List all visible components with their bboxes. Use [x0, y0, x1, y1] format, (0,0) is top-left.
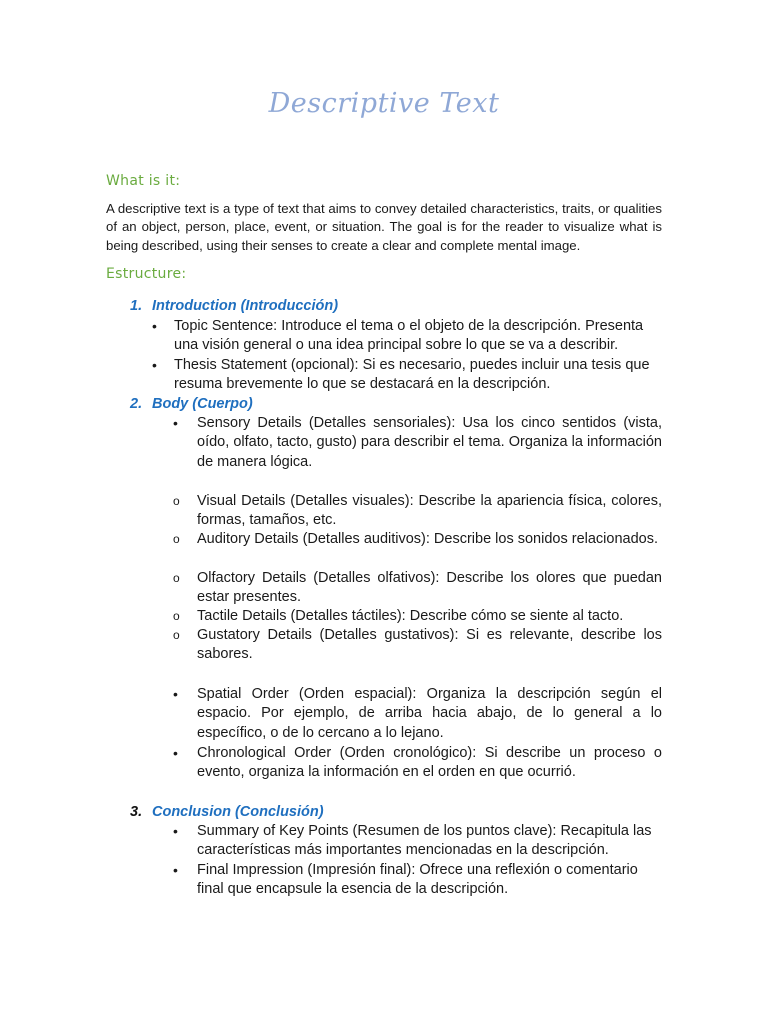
list-item-text: Spatial Order (Orden espacial): Organiza la descripción según el espacio. Por ejemplo, de arriba hacia abajo, de lo general a lo específico, o de lo cercano a lo lejano.: [197, 686, 662, 741]
list-item-text: Thesis Statement (opcional): Si es necesario, puedes incluir una tesis que resuma brevemente lo que se destacará en la descripción.: [174, 357, 650, 393]
section-number: 3.: [130, 804, 143, 820]
list-item-text: Topic Sentence: Introduce el tema o el objeto de la descripción. Presenta una visión general o una idea principal sobre lo que se va a describir.: [174, 318, 644, 354]
bullet-icon: •: [173, 415, 178, 431]
list-item-text: Sensory Details (Detalles sensoriales): Usa los cinco sentidos (vista, oído, olfato, tacto, gusto) para describir el tema. Organiza la información de manera lógica.: [197, 415, 662, 470]
bullet-icon: •: [173, 862, 178, 878]
bullet-icon: •: [173, 686, 178, 702]
circle-bullet-icon: o: [173, 532, 180, 546]
section-introduction: [130, 297, 670, 315]
bullet-icon: •: [152, 357, 157, 373]
sub-list-item-text: Olfactory Details (Detalles olfativos): Describe los olores que puedan estar presentes.: [197, 570, 662, 606]
list-item: [173, 822, 662, 861]
section-number: 1.: [130, 298, 143, 314]
section-body: [130, 395, 670, 413]
sub-list-item: [173, 607, 662, 626]
circle-bullet-icon: o: [173, 494, 180, 508]
list-item: [173, 414, 662, 472]
list-item: [173, 744, 662, 783]
section-title: Body (Cuerpo): [152, 396, 253, 412]
sub-list-item-text: Tactile Details (Detalles táctiles): Describe cómo se siente al tacto.: [197, 608, 624, 624]
bullet-icon: •: [173, 745, 178, 761]
list-item-text: Final Impression (Impresión final): Ofrece una reflexión o comentario final que encapsule la esencia de la descripción.: [197, 862, 638, 898]
section-number: 2.: [130, 396, 143, 412]
list-item: [152, 317, 662, 356]
section-title: Conclusion (Conclusión): [152, 804, 324, 820]
bullet-icon: •: [152, 318, 157, 334]
bullet-icon: •: [173, 823, 178, 839]
sub-list-item-text: Gustatory Details (Detalles gustativos): Si es relevante, describe los sabores.: [197, 627, 662, 663]
circle-bullet-icon: o: [173, 628, 180, 642]
sub-list-item: [173, 530, 662, 549]
list-item: [173, 685, 662, 743]
circle-bullet-icon: o: [173, 609, 180, 623]
sub-list-item: [173, 492, 662, 531]
list-item-text: Summary of Key Points (Resumen de los puntos clave): Recapitula las características más importantes mencionadas en la descripción.: [197, 823, 652, 859]
sub-list-item: [173, 569, 662, 608]
list-item: [173, 861, 662, 900]
circle-bullet-icon: o: [173, 571, 180, 585]
heading-what-is-it: What is it:: [106, 173, 181, 189]
heading-structure: Estructure:: [106, 266, 187, 282]
list-item: [152, 356, 662, 395]
section-conclusion: [130, 803, 670, 821]
sub-list-item-text: Auditory Details (Detalles auditivos): Describe los sonidos relacionados.: [197, 531, 658, 547]
section-title: Introduction (Introducción): [152, 298, 339, 314]
intro-paragraph: A descriptive text is a type of text that aims to convey detailed characteristics, traits, or qualities of an object, person, place, event, or situation. The goal is for the reader to visualize what is being described, using their senses to create a clear and complete mental image.: [106, 201, 662, 253]
page-title: Descriptive Text: [268, 88, 500, 119]
sub-list-item-text: Visual Details (Detalles visuales): Describe la apariencia física, colores, formas, tamaños, etc.: [197, 493, 662, 529]
sub-list-item: [173, 626, 662, 665]
list-item-text: Chronological Order (Orden cronológico): Si describe un proceso o evento, organiza la información en el orden en que ocurrió.: [197, 745, 662, 781]
